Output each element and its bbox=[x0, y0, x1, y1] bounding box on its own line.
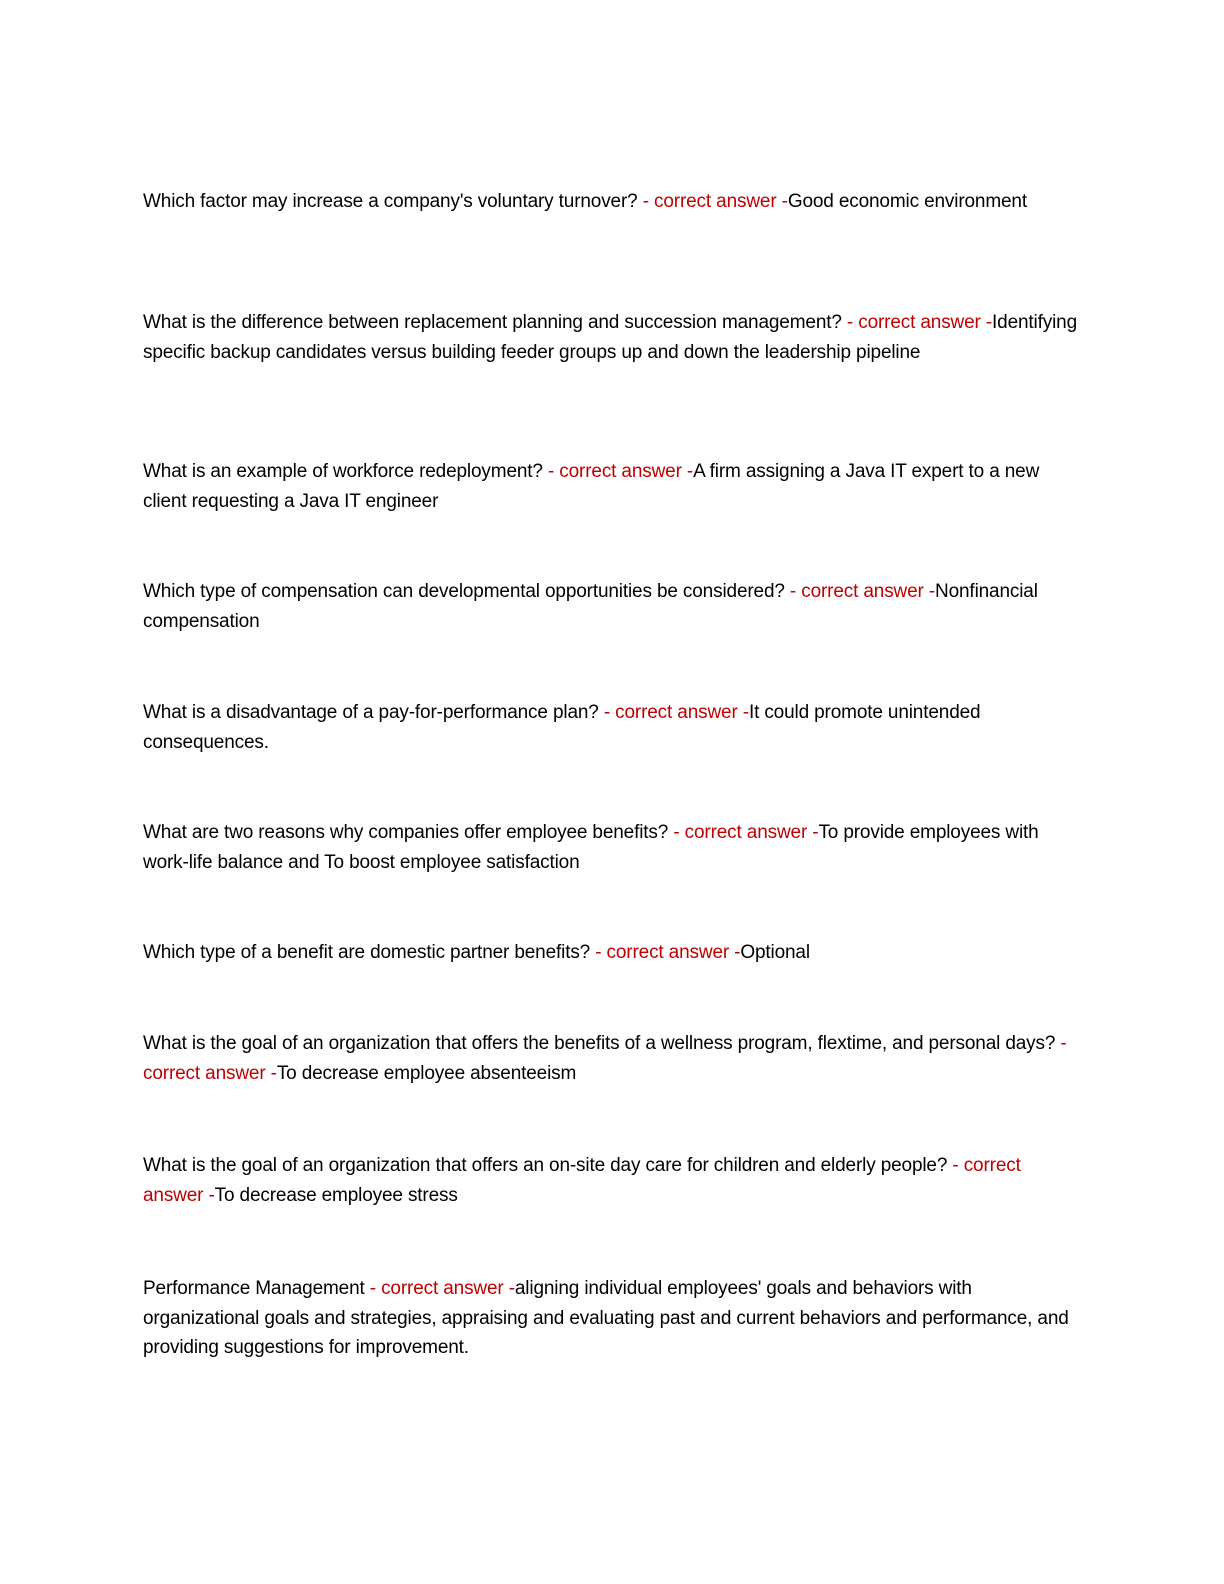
question-text: What is the goal of an organization that offers an on-site day care for children and elderly people? bbox=[143, 1155, 953, 1176]
question-text: What is a disadvantage of a pay-for-performance plan? bbox=[143, 702, 604, 723]
correct-answer-marker: - correct answer - bbox=[846, 312, 993, 333]
correct-answer-marker: - correct answer - bbox=[369, 1278, 515, 1299]
answer-text: To decrease employee stress bbox=[214, 1184, 458, 1206]
question-text: What are two reasons why companies offer employee benefits? bbox=[143, 822, 674, 843]
question-text: What is the difference between replacement planning and succession management? bbox=[143, 312, 847, 333]
question-text: Performance Management bbox=[143, 1278, 370, 1299]
question-text: Which type of compensation can developmental opportunities be considered? bbox=[143, 581, 790, 602]
correct-answer-marker: - correct answer - bbox=[789, 581, 936, 602]
answer-text: It could promote unintended consequences. bbox=[143, 702, 981, 753]
correct-answer-marker: - correct answer - bbox=[595, 942, 741, 963]
answer-text: Good economic environment bbox=[787, 191, 1027, 212]
qa-item bbox=[143, 938, 1078, 968]
qa-item bbox=[143, 187, 1078, 217]
answer-text: To decrease employee absenteeism bbox=[276, 1062, 577, 1084]
correct-answer-marker: - correct answer - bbox=[642, 191, 788, 212]
question-text: Which type of a benefit are domestic partner benefits? bbox=[143, 942, 596, 963]
answer-text: Optional bbox=[740, 942, 810, 963]
qa-item bbox=[143, 577, 1078, 636]
qa-item bbox=[143, 1151, 1078, 1210]
qa-item bbox=[143, 818, 1078, 877]
answer-text: A firm assigning a Java IT expert to a new client requesting a Java IT engineer bbox=[143, 461, 1040, 512]
answer-text: Nonfinancial compensation bbox=[143, 581, 1038, 632]
qa-item bbox=[143, 1029, 1078, 1088]
correct-answer-marker: - correct answer - bbox=[603, 702, 749, 723]
correct-answer-marker: - correct answer - bbox=[143, 1155, 1021, 1206]
question-text: What is the goal of an organization that offers the benefits of a wellness program, flextime, and personal days? bbox=[143, 1033, 1061, 1054]
qa-item bbox=[143, 457, 1078, 516]
answer-text: To provide employees with work-life balance and To boost employee satisfaction bbox=[143, 822, 1039, 873]
correct-answer-marker: - correct answer - bbox=[143, 1033, 1067, 1084]
qa-item bbox=[143, 698, 1078, 757]
question-text: What is an example of workforce redeployment? bbox=[143, 461, 548, 482]
qa-item bbox=[143, 308, 1078, 367]
correct-answer-marker: - correct answer - bbox=[547, 461, 694, 482]
qa-item bbox=[143, 1274, 1078, 1363]
answer-text: Identifying specific backup candidates versus building feeder groups up and down the leadership pipeline bbox=[143, 312, 1077, 363]
correct-answer-marker: - correct answer - bbox=[673, 822, 819, 843]
question-text: Which factor may increase a company's voluntary turnover? bbox=[143, 191, 643, 212]
answer-text: aligning individual employees' goals and behaviors with organizational goals and strategies, appraising and evaluating past and current behaviors and performance, and providing suggestions for improvement. bbox=[143, 1278, 1069, 1358]
